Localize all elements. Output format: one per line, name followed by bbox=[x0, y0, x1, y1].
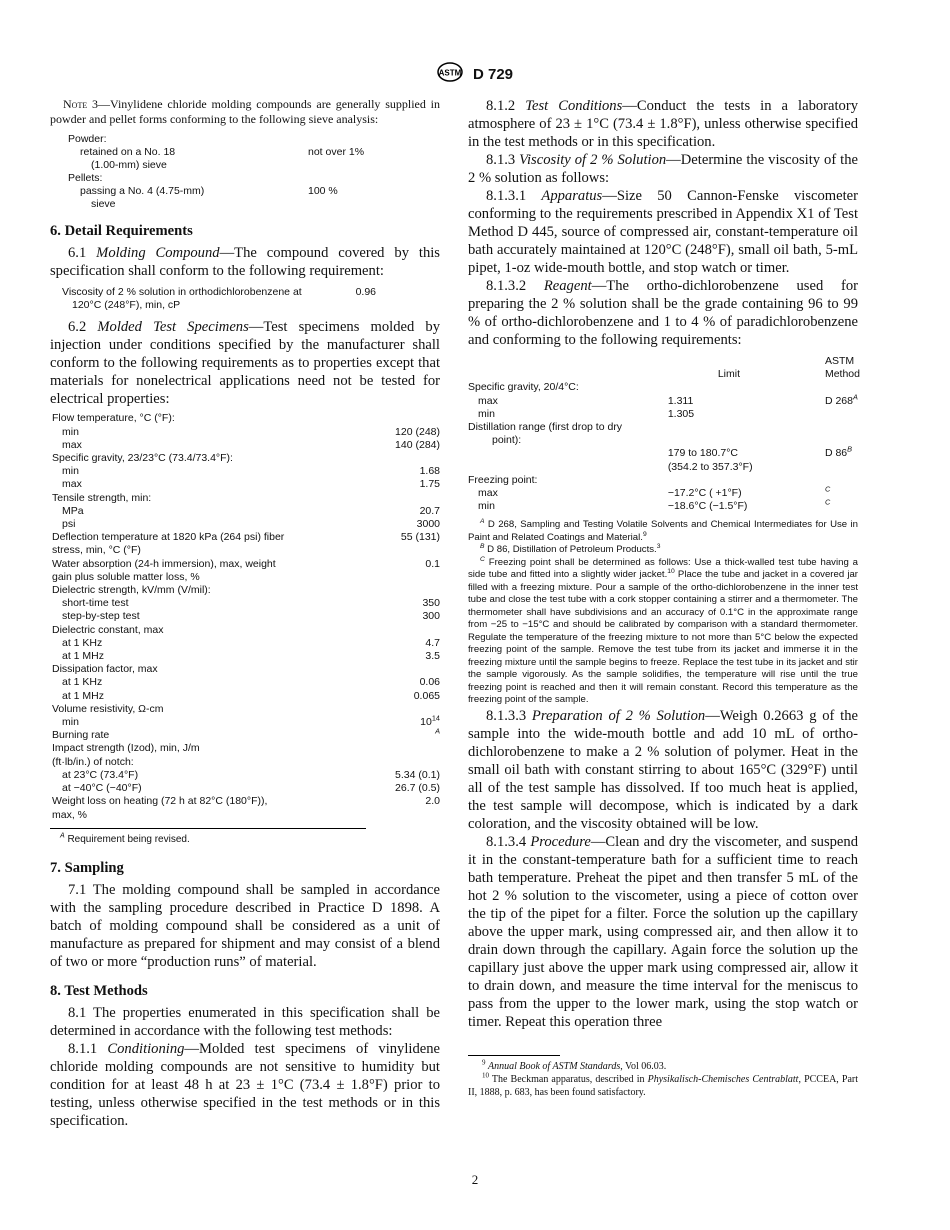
note-3 bbox=[50, 97, 440, 127]
table-row bbox=[52, 663, 440, 676]
table-row bbox=[52, 729, 440, 742]
req-label: 120°C (248°F), min, cP bbox=[72, 299, 181, 312]
reagent-label: point): bbox=[492, 434, 522, 447]
table-footnote-a bbox=[60, 833, 440, 846]
reagent-row bbox=[468, 395, 860, 408]
reagent-label: Specific gravity, 20/4°C: bbox=[468, 381, 579, 394]
table-row bbox=[52, 465, 440, 478]
property-value-text: 120 (248) bbox=[395, 425, 440, 438]
footnote-text: , Vol 06.03. bbox=[620, 1060, 667, 1072]
reagent-method-sup: C bbox=[824, 497, 831, 507]
property-label: min bbox=[62, 425, 79, 438]
para-title: Viscosity of 2 % Solution bbox=[519, 152, 667, 168]
para-number: 8.1.1 bbox=[68, 1040, 108, 1057]
para-number: 6.2 bbox=[68, 319, 98, 336]
footnote-text: , PCCEA, Part II, 1888, p. 683, has been found satisfactory. bbox=[468, 1073, 858, 1098]
reagent-method bbox=[825, 408, 860, 421]
reagent-label: min bbox=[478, 500, 495, 513]
property-value bbox=[377, 650, 440, 663]
table-row bbox=[52, 716, 440, 729]
property-value bbox=[377, 597, 440, 610]
table-row bbox=[52, 584, 440, 597]
reagent-limit: −18.6°C (−1.5°F) bbox=[667, 500, 748, 513]
reagent-limit bbox=[668, 381, 825, 394]
property-label: gain plus soluble matter loss, % bbox=[52, 570, 200, 583]
reagent-label bbox=[468, 461, 668, 474]
footnote-rule bbox=[468, 1055, 560, 1056]
footnote-ref: 9 bbox=[642, 530, 647, 538]
para-8-1-3-1 bbox=[468, 187, 858, 277]
section-7-heading: 7. Sampling bbox=[50, 859, 124, 876]
para-8-1-3-2 bbox=[468, 277, 858, 349]
property-label: Volume resistivity, Ω-cm bbox=[52, 702, 164, 715]
para-8-1-3 bbox=[468, 151, 858, 187]
para-text: —The compound covered by this specification shall conform to the following requirement: bbox=[50, 245, 440, 279]
reagent-table bbox=[468, 355, 860, 513]
footnote-ref: 10 bbox=[667, 568, 675, 576]
sieve-label: Pellets: bbox=[68, 172, 103, 184]
req-value: 0.96 bbox=[355, 286, 376, 298]
property-value-text: 1.68 bbox=[419, 465, 440, 478]
reagent-method-text: D 86 bbox=[824, 447, 848, 460]
property-label: max, % bbox=[52, 808, 88, 821]
reagent-limit bbox=[668, 434, 825, 447]
reagent-limit: 1.311 bbox=[667, 394, 694, 407]
reagent-label: min bbox=[478, 407, 495, 420]
para-title: Apparatus bbox=[541, 188, 603, 204]
property-value bbox=[377, 518, 440, 531]
property-value bbox=[377, 571, 440, 584]
table-row bbox=[52, 650, 440, 663]
table-row bbox=[52, 558, 440, 571]
property-label: at 1 KHz bbox=[62, 676, 103, 689]
footnote-text: Requirement being revised. bbox=[64, 833, 190, 845]
para-8-1-1 bbox=[50, 1040, 440, 1130]
property-value-text: 0.06 bbox=[419, 676, 440, 689]
table-row bbox=[52, 742, 440, 755]
reagent-method-sup: C bbox=[824, 484, 831, 494]
property-value bbox=[377, 713, 440, 729]
footnote-rule bbox=[50, 828, 366, 829]
reagent-method bbox=[824, 444, 860, 460]
reagent-label bbox=[468, 447, 668, 460]
property-label: Dielectric strength, kV/mm (V/mil): bbox=[52, 584, 211, 597]
property-value bbox=[377, 492, 440, 505]
reagent-limit bbox=[668, 421, 825, 434]
para-text: —Size 50 Cannon-Fenske viscometer conforming to the requirements prescribed in Appendix X1 of Test Method D 445, source of compressed air, constant-temperature oil bath accurately maintained at 120°C (248°F), small oil bath, 5-mL pipet, 1-oz wide-mouth bottle, and stop watch or timer. bbox=[468, 188, 859, 276]
footnote-9 bbox=[468, 1060, 858, 1073]
reagent-method bbox=[824, 392, 860, 408]
left-column bbox=[50, 97, 440, 1130]
property-value-text: 3.5 bbox=[425, 650, 440, 663]
property-label: Burning rate bbox=[52, 729, 110, 742]
property-value bbox=[377, 544, 440, 557]
reagent-row bbox=[468, 421, 860, 434]
footnote-mark: A bbox=[480, 518, 485, 526]
footnote-title: Physikalisch-Chemisches Centrablatt bbox=[647, 1073, 799, 1085]
table-row bbox=[52, 782, 440, 795]
property-value bbox=[377, 795, 440, 808]
property-label: at 1 MHz bbox=[62, 650, 105, 663]
para-title: Preparation of 2 % Solution bbox=[531, 707, 706, 724]
para-text: —Conduct the tests in a laboratory atmosphere of 23 ± 1°C (73.4 ± 1.8°F), unless otherwise specified in the test methods or in this specification. bbox=[468, 98, 859, 150]
reagent-method-sup: A bbox=[853, 392, 858, 402]
footnote-number: 9 bbox=[482, 1058, 486, 1067]
table-row bbox=[52, 610, 440, 623]
property-label: min bbox=[62, 465, 79, 478]
property-value bbox=[377, 782, 440, 795]
para-6-2 bbox=[50, 318, 440, 408]
para-number: 8.1.3.4 bbox=[486, 833, 531, 850]
reagent-limit bbox=[668, 474, 825, 487]
para-title: Conditioning bbox=[107, 1040, 185, 1057]
footnote-ref: 3 bbox=[656, 543, 661, 551]
reagent-row bbox=[468, 408, 860, 421]
para-number: 8.1.2 bbox=[486, 98, 526, 114]
reagent-head-row bbox=[468, 368, 860, 381]
reagent-footnote-a bbox=[468, 519, 858, 544]
table-row bbox=[52, 544, 440, 557]
reagent-row bbox=[468, 434, 860, 447]
property-label: Specific gravity, 23/23°C (73.4/73.4°F): bbox=[52, 452, 233, 465]
property-value bbox=[377, 610, 440, 623]
footnote-mark: B bbox=[480, 543, 485, 551]
table-row bbox=[52, 426, 440, 439]
table-row bbox=[52, 531, 440, 544]
table-row bbox=[52, 452, 440, 465]
property-label: Dissipation factor, max bbox=[52, 663, 158, 676]
table-row bbox=[52, 769, 440, 782]
designation: D 729 bbox=[472, 66, 514, 83]
property-value-text: 300 bbox=[422, 610, 440, 623]
property-value-sup: A bbox=[435, 726, 440, 736]
para-8-1-3-3 bbox=[468, 707, 858, 833]
table-row bbox=[52, 809, 440, 822]
para-title: Test Conditions bbox=[525, 98, 623, 114]
sieve-value: 100 % bbox=[308, 185, 338, 197]
para-title: Reagent bbox=[543, 278, 592, 294]
table-row bbox=[52, 690, 440, 703]
sieve-label: passing a No. 4 (4.75-mm) bbox=[80, 185, 205, 197]
footnote-text: Freezing point shall be determined as follows: Use a thick-walled test tube having a side tube and fitted into a slightly wider jacket. bbox=[468, 556, 858, 581]
reagent-label: Freezing point: bbox=[468, 473, 538, 486]
property-label: Weight loss on heating (72 h at 82°C (180°F)), bbox=[52, 795, 268, 808]
property-value bbox=[377, 452, 440, 465]
footnote-text: The Beckman apparatus, described in bbox=[489, 1073, 648, 1085]
para-number: 8.1.3.1 bbox=[486, 188, 542, 204]
property-value bbox=[377, 439, 440, 452]
reagent-label: max bbox=[478, 487, 498, 500]
property-value bbox=[377, 465, 440, 478]
property-value-text: 55 (131) bbox=[400, 531, 440, 544]
reagent-row bbox=[468, 381, 860, 394]
reagent-method-text: D 268 bbox=[824, 394, 853, 407]
para-title: Procedure bbox=[530, 833, 591, 850]
property-value-text: 10 bbox=[420, 716, 432, 729]
reagent-method bbox=[825, 421, 860, 434]
reagent-head-row bbox=[468, 355, 860, 368]
table-row bbox=[52, 518, 440, 531]
req-label: Viscosity of 2 % solution in orthodichlorobenzene at bbox=[62, 286, 302, 298]
table-row bbox=[52, 597, 440, 610]
table-row bbox=[52, 571, 440, 584]
para-number: 8.1.3 bbox=[486, 152, 520, 168]
reagent-label: max bbox=[478, 394, 498, 407]
property-value bbox=[377, 637, 440, 650]
sieve-label: sieve bbox=[91, 198, 116, 210]
para-text: —Determine the viscosity of the 2 % solution as follows: bbox=[468, 152, 858, 186]
para-text: —Clean and dry the viscometer, and suspend it in the constant-temperature bath for a sufficient time to reach bath temperature. Preheat the pipet and then transfer 5 mL of the hot 2 % solution to the viscometer, using a piece of cotton over the tip of the pipet for a filter. Force the solution up the capillary above the upper mark, using compressed air, and then allow it to drain down through the capillary. Again force the solution up the capillary just above the upper mark using compressed air, allow it to drain down, and measure the time interval for the meniscus to pass from the upper to the lower mark, using the stop watch or timer. Repeat this operation three bbox=[468, 833, 858, 1030]
table-row bbox=[52, 756, 440, 769]
right-column bbox=[468, 97, 858, 1099]
section-6-heading: 6. Detail Requirements bbox=[50, 223, 193, 239]
sieve-value: not over 1% bbox=[308, 146, 365, 158]
property-value-sup: 14 bbox=[431, 713, 440, 723]
table-row bbox=[52, 624, 440, 637]
page-header bbox=[0, 62, 950, 87]
para-number: 8.1.3.2 bbox=[486, 278, 544, 294]
para-text: —Molded test specimens of vinylidene chloride molding compounds are not sensitive to humidity but condition for at least 48 h at 23 ± 1°C (73.4 ± 1.8°F) prior to testing, unless otherwise specified in the test methods or in this specification. bbox=[50, 1040, 440, 1129]
property-value bbox=[377, 624, 440, 637]
property-label: Water absorption (24-h immersion), max, weight bbox=[52, 557, 276, 570]
property-value bbox=[377, 769, 440, 782]
sieve-label: (1.00-mm) sieve bbox=[91, 159, 167, 171]
footnote-text: Place the tube and jacket in a covered jar filled with a freezing mixture. Pour a sample of the ortho-dichlorobenzene in the inner test tube and close the test tube with a cork stopper containing a stirrer and a thermometer. The thermometer shall have subdivisions and an accuracy of 0.1°C in the approximate range from −25 to −15°C and should be calibrated by comparison with a standard thermometer. Regulate the temperature of the freezing mixture to not more than 5°C below the expected freezing point of the sample. Remove the test tube from its jacket and immerse it in the freezing mixture until the sample begins to freeze. Replace the test tube in its jacket and stir the sample vigorously. As the sample solidifies, the temperature will rise until the true freezing point is reached and then it will remain constant. Record this temperature as the freezing point of the sample. bbox=[468, 569, 858, 706]
property-value bbox=[377, 505, 440, 518]
reagent-head-astm: ASTM bbox=[824, 355, 855, 367]
astm-logo-text: ASTM bbox=[438, 68, 462, 78]
footnote-mark: C bbox=[480, 555, 485, 563]
property-value bbox=[377, 663, 440, 676]
property-label: (ft·lb/in.) of notch: bbox=[52, 755, 134, 768]
para-text: —Test specimens molded by injection under conditions specified by the manufacturer shall conform to the following requirements as to properties except that materials for nonelectrical applications need not be tested for electrical properties: bbox=[50, 319, 440, 408]
table-row bbox=[52, 795, 440, 808]
table-row bbox=[52, 676, 440, 689]
reagent-method bbox=[825, 461, 860, 474]
footnote-title: Annual Book of ASTM Standards bbox=[488, 1060, 621, 1072]
property-value bbox=[377, 703, 440, 716]
reagent-label: Distillation range (first drop to dry bbox=[468, 421, 623, 434]
table-row bbox=[52, 505, 440, 518]
property-label: Tensile strength, min: bbox=[52, 491, 152, 504]
sieve-label: Powder: bbox=[68, 133, 107, 145]
sieve-table bbox=[50, 133, 440, 211]
property-value bbox=[377, 726, 440, 742]
footnote-text: D 268, Sampling and Testing Volatile Solvents and Chemical Intermediates for Use in Paint and Related Coatings and Material. bbox=[468, 519, 858, 543]
para-8-1-3-4 bbox=[468, 833, 858, 1031]
property-value-text: 1.75 bbox=[419, 478, 440, 491]
reagent-head-method: Method bbox=[824, 368, 860, 381]
property-value-text: 0.065 bbox=[413, 689, 440, 702]
property-label: at 23°C (73.4°F) bbox=[62, 768, 139, 781]
reagent-method bbox=[824, 497, 860, 513]
reagent-row bbox=[468, 461, 860, 474]
reagent-limit: 179 to 180.7°C bbox=[667, 447, 738, 460]
property-label: max bbox=[62, 438, 82, 451]
property-label: Flow temperature, °C (°F): bbox=[52, 412, 175, 425]
para-text: —The ortho-dichlorobenzene used for preparing the 2 % solution shall be the grade containing 96 to 99 % of ortho-dichlorobenzene and 1 to 4 % of paradichlorobenzene and conforming to the following requirements: bbox=[468, 278, 858, 348]
reagent-footnote-c bbox=[468, 557, 858, 707]
para-title: Molding Compound bbox=[96, 245, 220, 261]
page-number: 2 bbox=[471, 1172, 479, 1187]
property-label: step-by-step test bbox=[62, 610, 140, 623]
table-row bbox=[52, 439, 440, 452]
property-value-text: 5.34 (0.1) bbox=[395, 768, 440, 781]
table-row bbox=[52, 703, 440, 716]
table-row bbox=[52, 412, 440, 425]
property-value bbox=[377, 426, 440, 439]
properties-table bbox=[52, 412, 440, 821]
property-value bbox=[377, 809, 440, 822]
property-value-text: 0.1 bbox=[425, 557, 440, 570]
property-label: stress, min, °C (°F) bbox=[52, 544, 141, 557]
property-value bbox=[377, 584, 440, 597]
para-number: 6.1 bbox=[68, 245, 97, 261]
property-value-text: 20.7 bbox=[419, 504, 440, 517]
property-value bbox=[377, 478, 440, 491]
astm-logo-icon bbox=[437, 62, 463, 87]
property-value-text: 2.0 bbox=[425, 795, 440, 808]
reagent-row bbox=[468, 474, 860, 487]
property-value bbox=[377, 676, 440, 689]
para-title: Molded Test Specimens bbox=[97, 319, 249, 336]
table-row bbox=[52, 478, 440, 491]
note-text: 3—Vinylidene chloride molding compounds are generally supplied in powder and pellet forms conforming to the following sieve analysis: bbox=[50, 97, 440, 126]
property-value bbox=[377, 690, 440, 703]
reagent-limit: (354.2 to 357.3°F) bbox=[667, 460, 753, 473]
property-label: Dielectric constant, max bbox=[52, 623, 164, 636]
para-number: 8.1.3.3 bbox=[486, 707, 532, 724]
property-label: short-time test bbox=[62, 597, 129, 610]
para-8-1-2 bbox=[468, 97, 858, 151]
property-value-text: 350 bbox=[422, 597, 440, 610]
viscosity-requirement bbox=[62, 286, 414, 312]
reagent-method bbox=[825, 434, 860, 447]
reagent-head-limit: Limit bbox=[717, 368, 740, 381]
table-row bbox=[52, 492, 440, 505]
section-8-heading: 8. Test Methods bbox=[50, 982, 148, 999]
footnote-text: D 86, Distillation of Petroleum Products. bbox=[484, 544, 657, 556]
property-label: Impact strength (Izod), min, J/m bbox=[52, 742, 200, 755]
reagent-limit: 1.305 bbox=[667, 407, 695, 420]
property-label: Deflection temperature at 1820 kPa (264 psi) fiber bbox=[52, 531, 285, 544]
reagent-row bbox=[468, 487, 860, 500]
property-label: at −40°C (−40°F) bbox=[62, 782, 142, 795]
sieve-label: retained on a No. 18 bbox=[80, 146, 176, 158]
reagent-limit: −17.2°C ( +1°F) bbox=[667, 487, 742, 500]
property-value-text: 4.7 bbox=[425, 636, 440, 649]
property-value bbox=[377, 558, 440, 571]
property-value bbox=[377, 412, 440, 425]
property-label: psi bbox=[62, 518, 76, 531]
reagent-row bbox=[468, 500, 860, 513]
para-text: —Weigh 0.2663 g of the sample into the wide-mouth bottle and add 10 mL of ortho-dichlorobenzene to make a 2 % solution of polymer. Heat in the small oil bath with constant stirring to about 165°C (329°F) until all of the test sample has dissolved. If too much heat is applied, the test sample will decompose, which is indicated by a dark coloration, and the viscosity obtained will be low. bbox=[468, 707, 859, 832]
property-value-text: 3000 bbox=[416, 518, 440, 531]
note-label: Note bbox=[63, 97, 88, 111]
para-7-1: 7.1 The molding compound shall be sampled in accordance with the sampling procedure described in Practice D 1898. A batch of molding compound shall be considered as a unit of manufacture as prepared for shipment and may consist of a blend of two or more “production runs” of material. bbox=[50, 881, 440, 970]
para-6-1 bbox=[50, 244, 440, 280]
footnote-10 bbox=[468, 1073, 858, 1099]
property-label: MPa bbox=[62, 504, 84, 517]
property-label: max bbox=[62, 478, 82, 491]
footnote-number: 10 bbox=[482, 1071, 489, 1080]
property-label: min bbox=[62, 716, 79, 729]
reagent-method-sup: B bbox=[847, 444, 853, 454]
reagent-footnote-b bbox=[468, 544, 858, 557]
property-label: at 1 KHz bbox=[62, 636, 103, 649]
table-row bbox=[52, 637, 440, 650]
property-value bbox=[377, 742, 440, 755]
property-value-text: 26.7 (0.5) bbox=[395, 782, 440, 795]
property-value bbox=[377, 531, 440, 544]
footnote-mark: A bbox=[60, 832, 65, 840]
property-label: at 1 MHz bbox=[62, 689, 105, 702]
property-value-text: 140 (284) bbox=[395, 438, 440, 451]
reagent-row bbox=[468, 447, 860, 460]
property-value bbox=[377, 756, 440, 769]
para-8-1: 8.1 The properties enumerated in this specification shall be determined in accordance with the following test methods: bbox=[50, 1004, 440, 1039]
